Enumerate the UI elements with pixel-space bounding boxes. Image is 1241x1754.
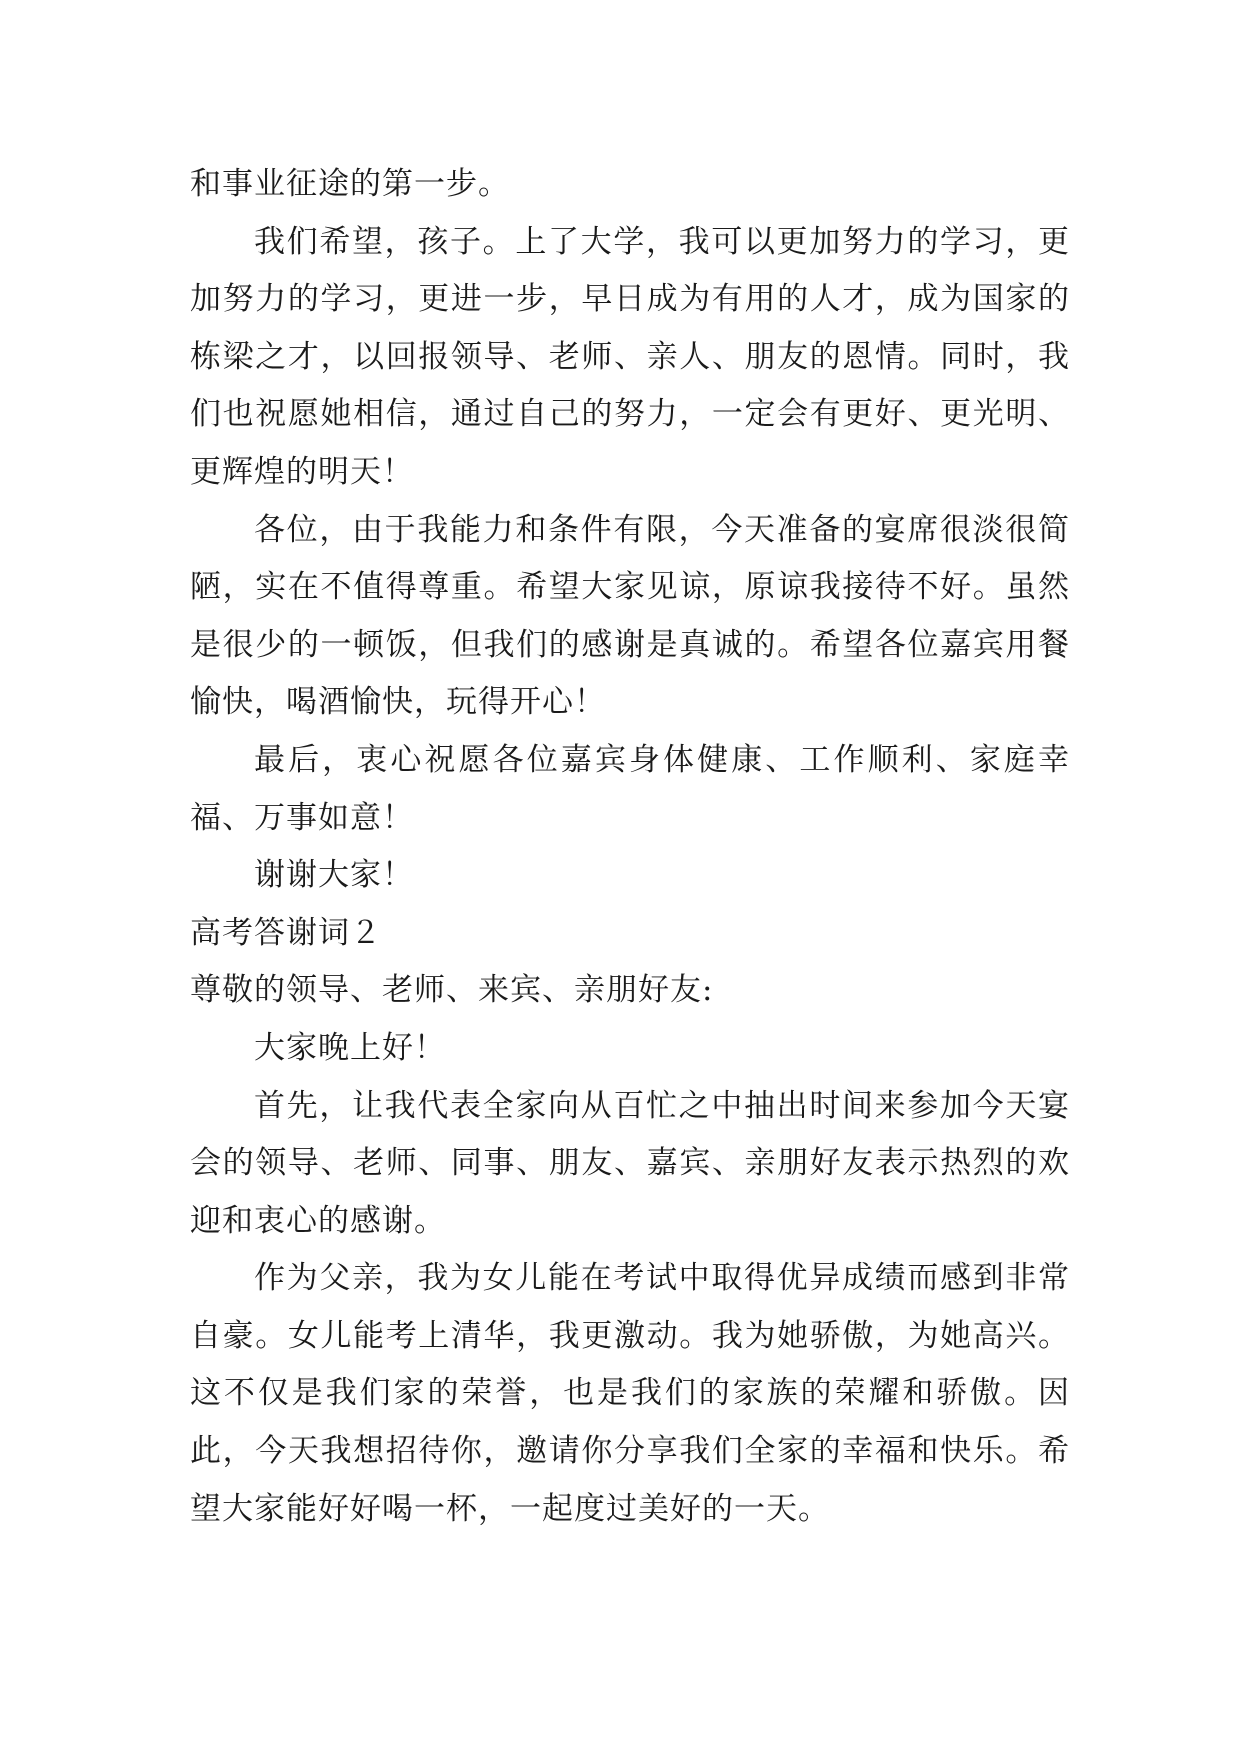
document-body <box>190 156 1070 1538</box>
paragraph-hope: 我们希望，孩子。上了大学，我可以更加努力的学习，更加努力的学习，更进一步，早日成为有用的人才，成为国家的栋梁之才，以回报领导、老师、亲人、朋友的恩情。同时，我们也祝愿她相信，通过自己的努力，一定会有更好、更光明、更辉煌的明天！ <box>190 223 1070 490</box>
paragraph-pride: 作为父亲，我为女儿能在考试中取得优异成绩而感到非常自豪。女儿能考上清华，我更激动。我为她骄傲，为她高兴。这不仅是我们家的荣誉，也是我们的家族的荣耀和骄傲。因此，今天我想招待你，邀请你分享我们全家的幸福和快乐。希望大家能好好喝一杯，一起度过美好的一天。 <box>190 1260 1070 1527</box>
paragraph-thanks: 谢谢大家！ <box>254 857 414 894</box>
section-heading: 高考答谢词２ <box>190 914 382 951</box>
paragraph-apology: 各位，由于我能力和条件有限，今天准备的宴席很淡很简陋，实在不值得尊重。希望大家见谅，原谅我接待不好。虽然是很少的一顿饭，但我们的感谢是真诚的。希望各位嘉宾用餐愉快，喝酒愉快，玩得开心！ <box>190 511 1070 721</box>
greeting: 大家晚上好！ <box>254 1029 446 1066</box>
paragraph-wishes: 最后，衷心祝愿各位嘉宾身体健康、工作顺利、家庭幸福、万事如意！ <box>190 741 1070 836</box>
salutation: 尊敬的领导、老师、来宾、亲朋好友: <box>190 972 714 1009</box>
paragraph-welcome: 首先，让我代表全家向从百忙之中抽出时间来参加今天宴会的领导、老师、同事、朋友、嘉宾、亲朋好友表示热烈的欢迎和衷心的感谢。 <box>190 1087 1070 1239</box>
paragraph-continuation: 和事业征途的第一步。 <box>190 166 510 202</box>
